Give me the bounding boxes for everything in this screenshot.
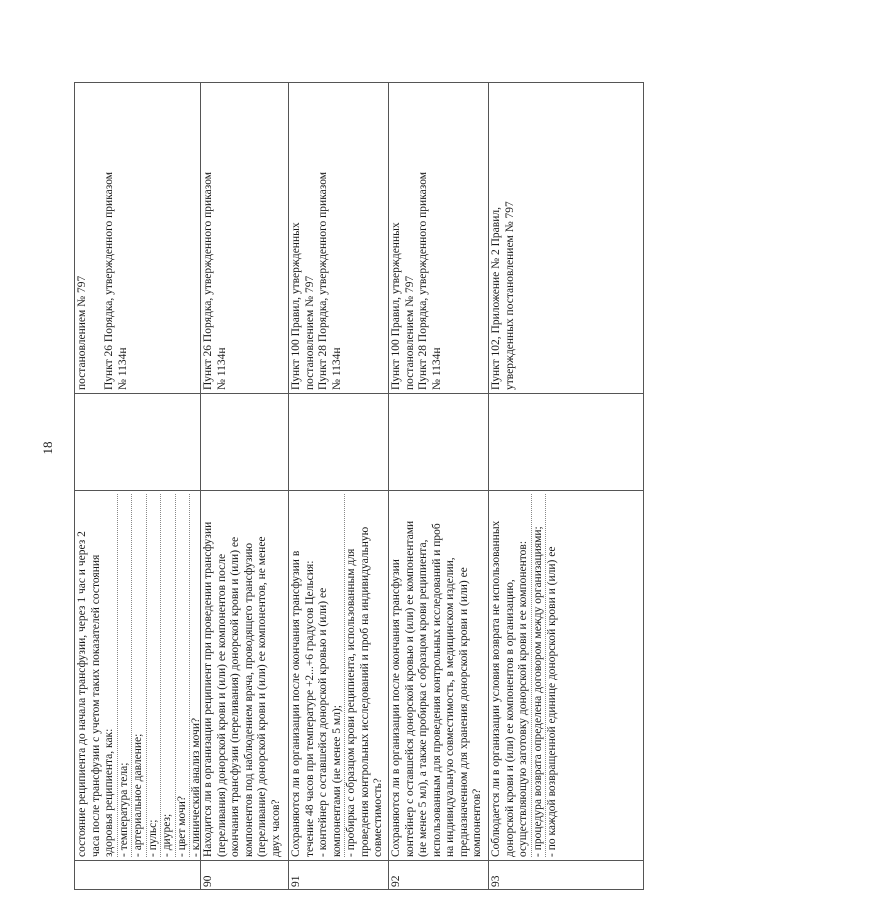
row-number: 92 bbox=[388, 860, 488, 890]
row-number bbox=[74, 860, 200, 890]
table-row bbox=[200, 82, 289, 890]
question-line: двух часов? bbox=[269, 799, 282, 857]
reference-cell bbox=[388, 82, 488, 393]
table-row bbox=[74, 82, 201, 890]
question-line: - диурез; bbox=[160, 494, 175, 857]
question-line: донорской крови и (или) ее компонентов в организацию, bbox=[503, 579, 516, 857]
row-number: 90 bbox=[200, 860, 288, 890]
answer-cell bbox=[488, 393, 644, 490]
question-line: - пульс; bbox=[146, 494, 161, 857]
reference-line: постановлением № 797 bbox=[403, 275, 416, 390]
reference-line: Пункт 100 Правил, утвержденных bbox=[390, 222, 402, 390]
question-cell bbox=[288, 490, 388, 860]
question-line: Сохраняются ли в организации после окончания трансфузии в bbox=[290, 550, 302, 857]
table-row bbox=[488, 82, 644, 890]
reference-line: № 1134н bbox=[430, 347, 443, 390]
question-line: - клинический анализ мочи? bbox=[189, 494, 204, 857]
question-line: - цвет мочи? bbox=[175, 494, 190, 857]
question-line: - процедура возврата определена договором между организациями; bbox=[531, 494, 546, 857]
question-line: - контейнер с оставшейся донорской кровью и (или) ее bbox=[317, 587, 329, 857]
question-line: окончания трансфузии (переливания) донорской крови и (или) ее bbox=[229, 536, 241, 857]
question-line: здоровья реципиента, как: bbox=[103, 728, 115, 857]
question-line: состояние реципиента до начала трансфузии, через 1 час и через 2 bbox=[76, 531, 88, 857]
reference-line: Пункт 100 Правил, утвержденных bbox=[290, 222, 302, 390]
reference-line: Пункт 28 Порядка, утвержденного приказом bbox=[317, 171, 329, 390]
answer-cell bbox=[388, 393, 488, 490]
reference-line: постановлением № 797 bbox=[76, 275, 88, 390]
question-line: проведения контрольных исследований и проб на индивидуальную bbox=[358, 526, 371, 857]
answer-cell bbox=[288, 393, 388, 490]
question-line: течение 48 часов при температуре +2...+6 градусов Цельсия: bbox=[303, 560, 316, 857]
question-line: контейнер с оставшейся донорской кровью и (или) ее компонентами bbox=[403, 520, 416, 857]
reference-line: Пункт 26 Порядка, утвержденного приказом bbox=[202, 171, 214, 390]
question-cell bbox=[488, 490, 644, 860]
question-line: осуществляющую заготовку донорской крови и ее компонентов: bbox=[517, 540, 529, 857]
reference-line: постановлением № 797 bbox=[303, 275, 316, 390]
document-table bbox=[74, 171, 882, 890]
question-line: компонентов? bbox=[471, 788, 483, 857]
page-number: 18 bbox=[40, 441, 55, 455]
table-row bbox=[388, 82, 489, 890]
reference-line: Пункт 102, Приложение № 2 Правил, bbox=[490, 207, 502, 390]
row-number: 93 bbox=[488, 860, 644, 890]
reference-line: № 1134н bbox=[116, 347, 129, 390]
reference-line: утвержденных постановлением № 797 bbox=[503, 201, 516, 390]
question-line: предназначенном для хранения донорской крови и (или) ее bbox=[457, 567, 470, 857]
question-line: Сохраняются ли в организации после окончания трансфузии bbox=[390, 559, 402, 857]
answer-cell bbox=[74, 393, 200, 490]
question-cell bbox=[74, 490, 200, 860]
question-line: Соблюдается ли в организации условия возврата не использованных bbox=[490, 520, 502, 857]
reference-cell bbox=[200, 82, 288, 393]
question-cell bbox=[388, 490, 488, 860]
question-line: компонентов под наблюдением врача, проводящего трансфузию bbox=[242, 542, 255, 857]
question-line: (переливания) донорской крови и (или) ее компонентов после bbox=[215, 553, 228, 857]
question-cell bbox=[200, 490, 288, 860]
question-line: (не менее 5 мл), а также пробирка с образцом крови реципиента, bbox=[417, 539, 429, 857]
reference-cell bbox=[288, 82, 388, 393]
question-line: - артериальное давление; bbox=[131, 494, 146, 857]
question-line: - температура тела; bbox=[117, 494, 132, 857]
question-line: Находится ли в организации реципиент при проведении трансфузии bbox=[202, 521, 214, 857]
answer-cell bbox=[200, 393, 288, 490]
reference-cell bbox=[488, 82, 644, 393]
question-line: совместимость? bbox=[372, 778, 384, 857]
reference-line bbox=[90, 85, 104, 390]
question-line: - по каждой возвращенной единице донорской крови и (или) ее bbox=[545, 494, 560, 857]
question-line: на индивидуальную совместимость, в медицинском изделии, bbox=[444, 557, 456, 857]
question-line: часа после трансфузии с учетом таких показателей состояния bbox=[89, 554, 102, 857]
row-number: 91 bbox=[288, 860, 388, 890]
reference-line: № 1134н bbox=[215, 347, 228, 390]
question-line: (переливание) донорской крови и (или) ее компонентов, не менее bbox=[256, 536, 268, 857]
question-line: компонентами (не менее 5 мл); bbox=[330, 705, 343, 857]
question-line: использованным для проведения контрольных исследований и проб bbox=[430, 523, 443, 857]
reference-line: № 1134н bbox=[330, 347, 343, 390]
reference-line: Пункт 26 Порядка, утвержденного приказом bbox=[103, 171, 115, 390]
table-row bbox=[288, 82, 389, 890]
reference-cell bbox=[74, 82, 200, 393]
reference-line: Пункт 28 Порядка, утвержденного приказом bbox=[417, 171, 429, 390]
question-line: - пробирка с образцом крови реципиента, использованным для bbox=[344, 494, 359, 857]
